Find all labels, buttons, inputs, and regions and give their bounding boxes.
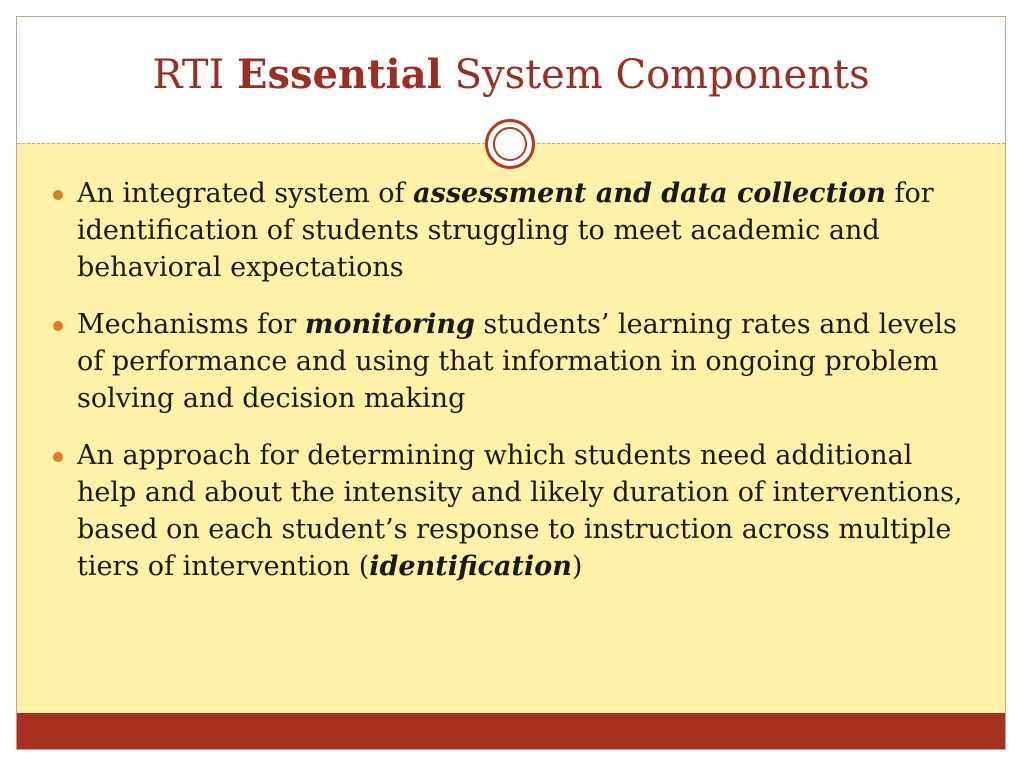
slide (16, 16, 1006, 750)
bullet-text-post: for identification of students struggling to meet academic and behavioral expectations (77, 178, 934, 283)
bullet-text-post: ) (571, 551, 583, 582)
title-suffix: System Components (441, 52, 870, 98)
slide-title (17, 51, 1005, 98)
bullet-list (49, 175, 969, 605)
bullet-text-pre: An approach for determining which students need additional help and about the intensity and likely duration of interventions, based on each student’s response to instruction across multiple tiers of intervention ( (77, 440, 963, 582)
bullet-item-assessment (49, 175, 969, 286)
bullet-text-emphasis: identification (369, 551, 572, 582)
bullet-text-emphasis: assessment and data collection (413, 178, 886, 209)
inner-ring (493, 127, 527, 161)
bullet-text-post: students’ learning rates and levels of performance and using that information in ongoing problem solving and decision making (77, 309, 957, 414)
bullet-item-identification (49, 437, 969, 585)
bullet-dot-icon (53, 190, 63, 200)
circle-ornament-icon (485, 119, 535, 169)
bullet-item-monitoring (49, 306, 969, 417)
bullet-text-pre: Mechanisms for (77, 309, 305, 340)
bullet-text-pre: An integrated system of (77, 178, 414, 209)
title-prefix: RTI (152, 52, 238, 98)
bullet-text-emphasis: monitoring (304, 309, 475, 340)
bullet-dot-icon (53, 321, 63, 331)
bullet-dot-icon (53, 452, 63, 462)
bottom-bar (17, 713, 1005, 749)
title-emphasis: Essential (237, 51, 442, 98)
